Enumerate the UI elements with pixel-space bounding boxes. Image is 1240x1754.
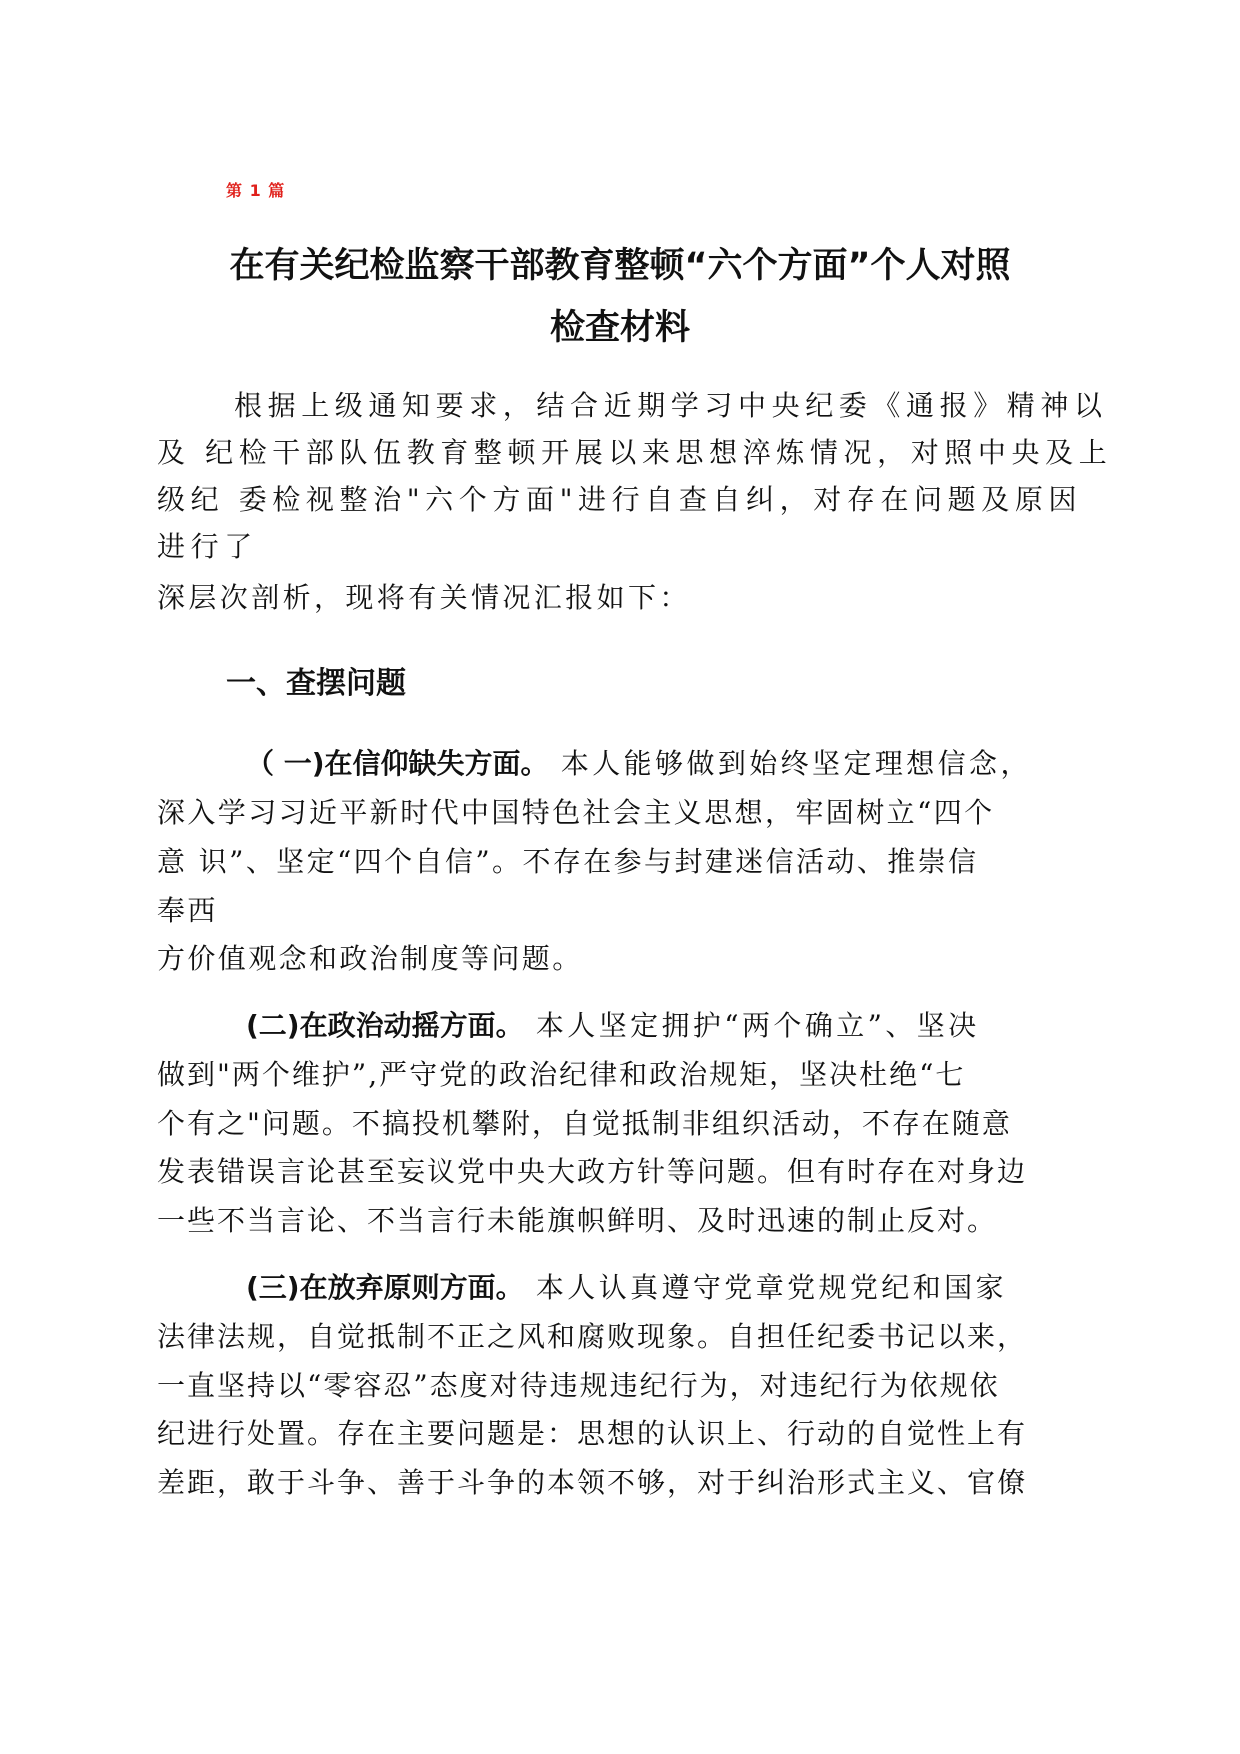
intro-line-4: 进行了	[157, 530, 258, 563]
document-title-line-1: 在有关纪检监察干部教育整顿“六个方面”个人对照	[229, 246, 1011, 286]
p2-line-1	[246, 1008, 980, 1044]
p2-lead: (二)在政治动摇方面。	[246, 1009, 524, 1042]
document-title-line-2: 检查材料	[549, 308, 690, 348]
p1-lead: （ 一)在信仰缺失方面。	[246, 747, 549, 780]
p3-lead: (三)在放弃原则方面。	[246, 1271, 524, 1304]
p1-line-4: 奉西	[157, 894, 218, 927]
p1-line-1	[246, 746, 1032, 782]
section-heading: 一、查摆问题	[226, 666, 406, 701]
p1-line-2: 深入学习习近平新时代中国特色社会主义思想，牢固树立“四个	[157, 796, 995, 829]
p2-line-2: 做到"两个维护”,严守党的政治纪律和政治规矩，坚决杜绝“七	[157, 1058, 966, 1091]
p2-line-4: 发表错误言论甚至妄议党中央大政方针等问题。但有时存在对身边	[157, 1155, 1028, 1188]
p1-line-5: 方价值观念和政治制度等问题。	[157, 942, 583, 975]
p2-line-5: 一些不当言论、不当言行未能旗帜鲜明、及时迅速的制止反对。	[157, 1204, 998, 1237]
p2-line-3: 个有之"问题。不搞投机攀附，自觉抵制非组织活动，不存在随意	[157, 1107, 1012, 1140]
intro-line-1: 根据上级通知要求，结合近期学习中央纪委《通报》精神以	[234, 389, 1108, 422]
intro-line-2: 及 纪检干部队伍教育整顿开展以来思想淬炼情况，对照中央及上	[157, 436, 1113, 469]
p3-line-4: 纪进行处置。存在主要问题是：思想的认识上、行动的自觉性上有	[157, 1417, 1028, 1450]
p3-line-2: 法律法规，自觉抵制不正之风和腐败现象。自担任纪委书记以来，	[157, 1320, 1028, 1353]
intro-line-3: 级纪 委检视整治"六个方面"进行自查自纠，对存在问题及原因	[157, 483, 1083, 516]
p3-line-5: 差距，敢于斗争、善于斗争的本领不够，对于纠治形式主义、官僚	[157, 1466, 1028, 1499]
p2-line-1-text: 本人坚定拥护“两个确立”、坚决	[523, 1009, 980, 1042]
p1-line-1-text: 本人能够做到始终坚定理想信念，	[548, 747, 1032, 780]
p3-line-1-text: 本人认真遵守党章党规党纪和国家	[523, 1271, 1007, 1304]
p3-line-1	[246, 1270, 1007, 1306]
intro-line-5: 深层次剖析，现将有关情况汇报如下：	[157, 581, 691, 614]
p3-line-3: 一直坚持以“零容忍”态度对待违规违纪行为，对违纪行为依规依	[157, 1369, 1000, 1402]
article-number-label: 第 1 篇	[226, 181, 286, 200]
p1-line-3: 意 识”、坚定“四个自信”。不存在参与封建迷信活动、推崇信	[157, 845, 979, 878]
